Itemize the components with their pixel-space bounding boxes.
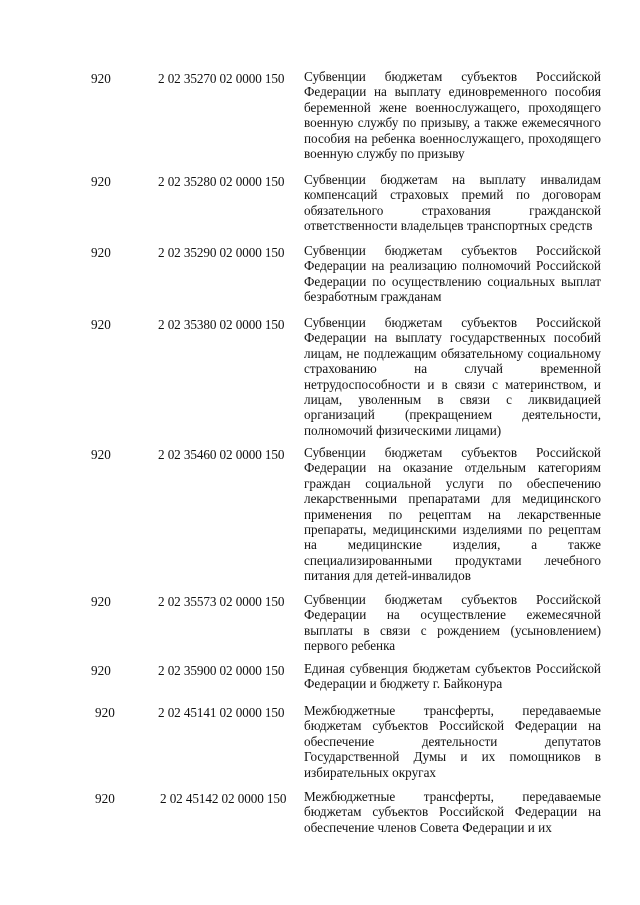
admin-code: 920 (95, 705, 115, 720)
budget-classification-code: 2 02 35573 02 0000 150 (158, 594, 285, 609)
admin-code: 920 (91, 174, 111, 189)
revenue-description: Субвенции бюджетам субъектов Российской Федерации на оказание отдельным категориям граждан социальной услуги по обеспечению лекарственными препаратами для медицинского применения по рецептам на лекарственные препараты, медицинскими изделиями по рецептам на медицинские изделия, а также специализированными продуктами лечебного питания для детей-инвалидов (304, 445, 601, 584)
revenue-description: Субвенции бюджетам субъектов Российской Федерации на осуществление ежемесячной выплаты в связи с рождением (усыновлением) первого ребенка (304, 592, 601, 654)
admin-code: 920 (91, 594, 111, 609)
revenue-description: Межбюджетные трансферты, передаваемые бюджетам субъектов Российской Федерации на обеспечение деятельности депутатов Государственной Думы и их помощников в избирательных округах (304, 703, 601, 780)
revenue-description: Субвенции бюджетам на выплату инвалидам компенсаций страховых премий по договорам обязательного страхования гражданской ответственности владельцев транспортных средств (304, 172, 601, 234)
admin-code: 920 (91, 663, 111, 678)
admin-code: 920 (95, 791, 115, 806)
budget-classification-code: 2 02 45142 02 0000 150 (160, 791, 287, 806)
revenue-description: Субвенции бюджетам субъектов Российской Федерации на реализацию полномочий Российской Федерации по осуществлению социальных выплат безработным гражданам (304, 243, 601, 305)
admin-code: 920 (91, 245, 111, 260)
revenue-description: Межбюджетные трансферты, передаваемые бюджетам субъектов Российской Федерации на обеспечение членов Совета Федерации и их (304, 789, 601, 835)
revenue-description: Единая субвенция бюджетам субъектов Российской Федерации и бюджету г. Байконура (304, 661, 601, 692)
budget-classification-code: 2 02 45141 02 0000 150 (158, 705, 285, 720)
admin-code: 920 (91, 71, 111, 86)
revenue-description: Субвенции бюджетам субъектов Российской Федерации на выплату единовременного пособия беременной жене военнослужащего, проходящего военную службу по призыву, а также ежемесячного пособия на ребенка военнослужащего, проходящего военную службу по призыву (304, 69, 601, 162)
admin-code: 920 (91, 317, 111, 332)
budget-classification-code: 2 02 35280 02 0000 150 (158, 174, 285, 189)
budget-classification-code: 2 02 35380 02 0000 150 (158, 317, 285, 332)
admin-code: 920 (91, 447, 111, 462)
budget-classification-code: 2 02 35290 02 0000 150 (158, 245, 285, 260)
budget-classification-code: 2 02 35460 02 0000 150 (158, 447, 285, 462)
budget-classification-code: 2 02 35270 02 0000 150 (158, 71, 285, 86)
revenue-description: Субвенции бюджетам субъектов Российской Федерации на выплату государственных пособий лицам, не подлежащим обязательному социальному страхованию на случай временной нетрудоспособности и в связи с материнством, и лицам, уволенным в связи с ликвидацией организаций (прекращением деятельности, полномочий физическими лицами) (304, 315, 601, 438)
budget-classification-code: 2 02 35900 02 0000 150 (158, 663, 285, 678)
